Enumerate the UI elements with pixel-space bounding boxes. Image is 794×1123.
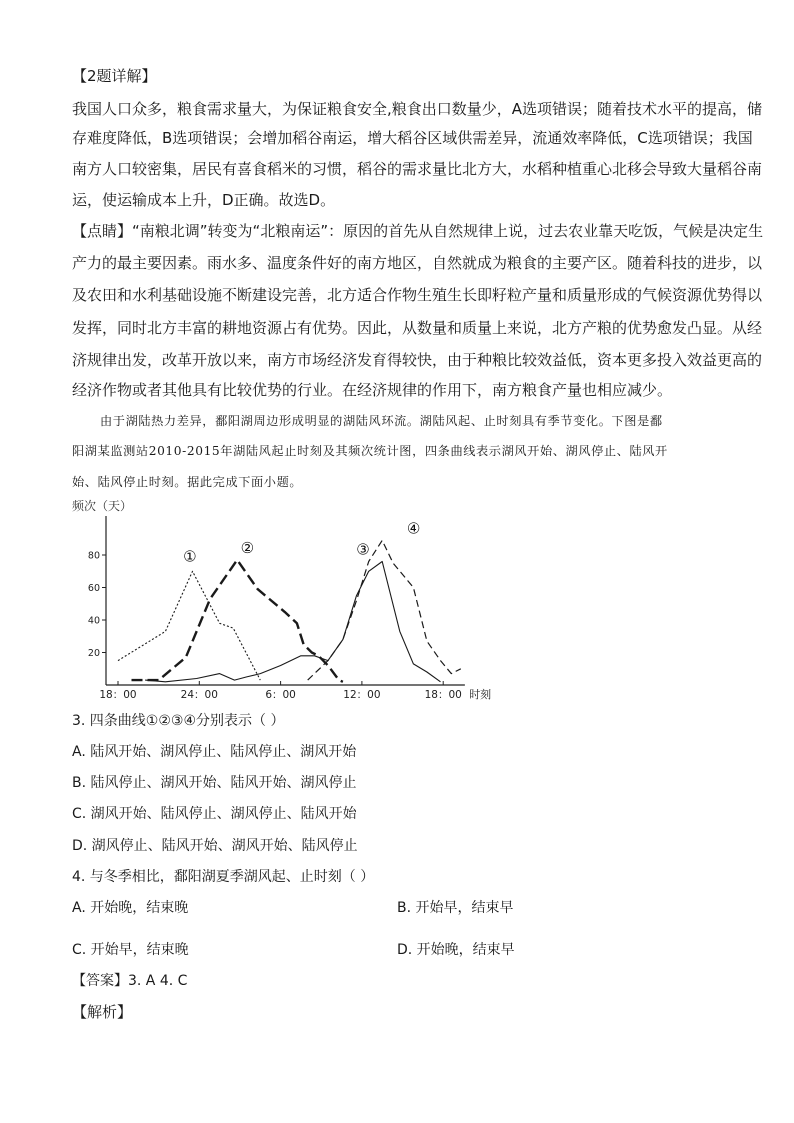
paragraph-line: 运，使运输成本上升，D正确。故选D。 <box>72 191 336 209</box>
q4-option-d[interactable]: D. 开始晚，结束早 <box>397 942 515 958</box>
paragraph-line: 济规律出发，改革开放以来，南方市场经济发育得较快，由于种粮比较效益低，资本更多投入效益更高的 <box>72 351 763 369</box>
series-line-1 <box>118 571 260 680</box>
answer-line: 【答案】3. A 4. C <box>72 973 188 989</box>
x-tick-label: 24：00 <box>180 689 218 701</box>
series-label-3: ③ <box>356 540 370 559</box>
series-line-4 <box>308 540 461 680</box>
q3-option-d[interactable]: D. 湖风停止、陆风开始、湖风开始、陆风停止 <box>72 838 358 854</box>
wind-frequency-chart <box>60 496 500 704</box>
series-label-1: ① <box>183 547 197 566</box>
intro-line: 由于湖陆热力差异，鄱阳湖周边形成明显的湖陆风环流。湖陆风起、止时刻具有季节变化。下图是鄱 <box>100 414 663 428</box>
intro-line: 阳湖某监测站2010-2015年湖陆风起止时刻及其频次统计图，四条曲线表示湖风开始、湖风停止、陆风开 <box>72 444 668 458</box>
section-heading: 【2题详解】 <box>72 67 157 85</box>
q3-option-c[interactable]: C. 湖风开始、陆风停止、湖风停止、陆风开始 <box>72 806 357 822</box>
paragraph-line: 产力的最主要因素。雨水多、温度条件好的南方地区，自然就成为粮食的主要产区。随着科技的进步，以 <box>72 254 763 272</box>
q4-option-b[interactable]: B. 开始早，结束早 <box>397 900 514 916</box>
paragraph-line: 存难度降低，B选项错误；会增加稻谷南运，增大稻谷区域供需差异，流通效率降低，C选项错误；我国 <box>72 129 753 147</box>
intro-line: 始、陆风停止时刻。据此完成下面小题。 <box>72 475 303 489</box>
question-4-stem: 4. 与冬季相比，鄱阳湖夏季湖风起、止时刻（ ） <box>72 869 375 885</box>
paragraph-line: 及农田和水利基础设施不断建设完善，北方适合作物生殖生长即籽粒产量和质量形成的气候资源优势得以 <box>72 286 763 304</box>
series-label-4: ④ <box>406 519 421 538</box>
paragraph-line: 发挥，同时北方丰富的耕地资源占有优势。因此，从数量和质量上来说，北方产粮的优势愈发凸显。从经 <box>72 319 763 337</box>
q4-option-c[interactable]: C. 开始早，结束晚 <box>72 942 189 958</box>
y-axis-label: 频次（天） <box>72 499 133 513</box>
x-tick-label: 18：00 <box>424 689 462 701</box>
x-tick-label: 6：00 <box>265 689 296 701</box>
series-label-2: ② <box>240 538 255 557</box>
x-axis-label: 时刻 <box>469 688 492 701</box>
paragraph-line: 经济作物或者其他具有比较优势的行业。在经济规律的作用下，南方粮食产量也相应减少。 <box>72 381 673 399</box>
y-tick-label: 40 <box>87 615 100 627</box>
analysis-heading: 【解析】 <box>72 1003 133 1021</box>
paragraph-line: 【点睛】“南粮北调”转变为“北粮南运”：原因的首先从自然规律上说，过去农业靠天吃饭，气候是决定生 <box>72 222 764 240</box>
question-3-stem: 3. 四条曲线①②③④分别表示（ ） <box>72 713 285 729</box>
y-tick-label: 20 <box>87 648 100 659</box>
q3-option-b[interactable]: B. 陆风停止、湖风开始、陆风开始、湖风停止 <box>72 775 357 791</box>
q3-option-a[interactable]: A. 陆风开始、湖风停止、陆风停止、湖风开始 <box>72 744 357 760</box>
y-tick-label: 60 <box>87 583 100 594</box>
y-tick-label: 80 <box>87 550 100 562</box>
paragraph-line: 我国人口众多，粮食需求量大，为保证粮食安全,粮食出口数量少，A选项错误；随着技术水平的提高，储 <box>72 100 763 118</box>
q4-option-a[interactable]: A. 开始晚，结束晚 <box>72 900 189 916</box>
paragraph-line: 南方人口较密集，居民有喜食稻米的习惯，稻谷的需求量比北方大，水稻种植重心北移会导致大量稻谷南 <box>72 160 763 178</box>
series-line-3 <box>145 562 440 682</box>
series-line-2 <box>132 560 343 682</box>
x-tick-label: 12：00 <box>343 689 381 701</box>
x-tick-label: 18：00 <box>99 689 137 701</box>
